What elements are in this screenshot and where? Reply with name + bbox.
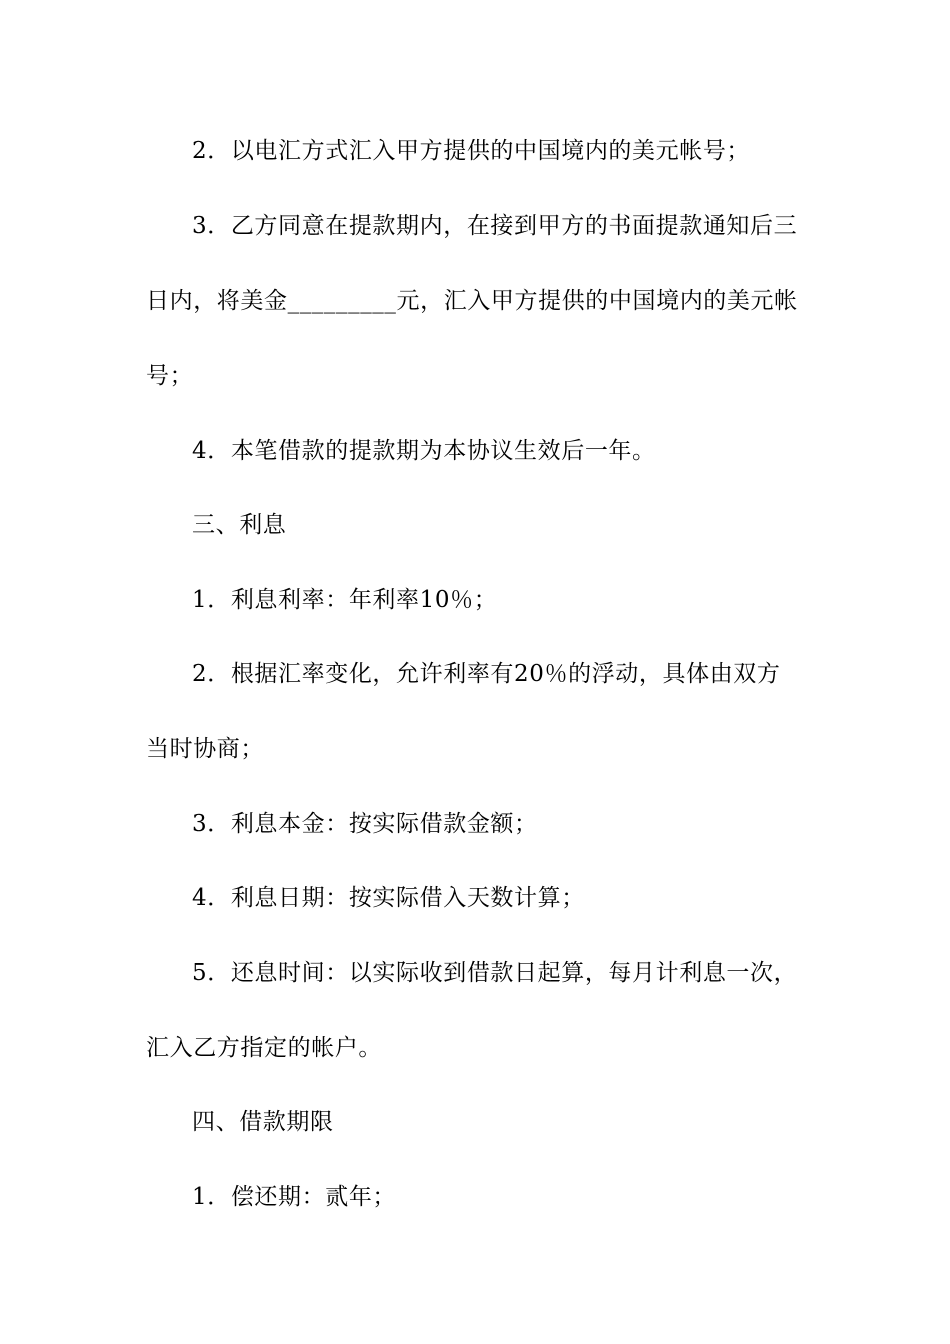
paragraph-line: 1．利息利率：年利率10％； <box>192 587 498 613</box>
paragraph-line: 当时协商； <box>146 736 264 762</box>
paragraph-line: 1．偿还期：贰年； <box>192 1184 397 1210</box>
paragraph-line: 日内，将美金_________元，汇入甲方提供的中国境内的美元帐 <box>146 288 798 314</box>
paragraph-line: 3．利息本金：按实际借款金额； <box>192 811 538 837</box>
paragraph-line: 2．以电汇方式汇入甲方提供的中国境内的美元帐号； <box>192 138 751 164</box>
paragraph-line: 4．利息日期：按实际借入天数计算； <box>192 885 585 911</box>
paragraph-line: 5．还息时间：以实际收到借款日起算，每月计利息一次， <box>192 960 798 986</box>
paragraph-line: 汇入乙方指定的帐户。 <box>146 1035 382 1061</box>
paragraph-line: 号； <box>146 363 194 389</box>
paragraph-line: 4．本笔借款的提款期为本协议生效后一年。 <box>192 438 656 464</box>
section-heading: 三、利息 <box>192 512 287 538</box>
paragraph-line: 3．乙方同意在提款期内，在接到甲方的书面提款通知后三 <box>192 213 798 239</box>
section-heading: 四、借款期限 <box>192 1109 334 1135</box>
paragraph-line: 2．根据汇率变化，允许利率有20％的浮动，具体由双方 <box>192 661 781 687</box>
